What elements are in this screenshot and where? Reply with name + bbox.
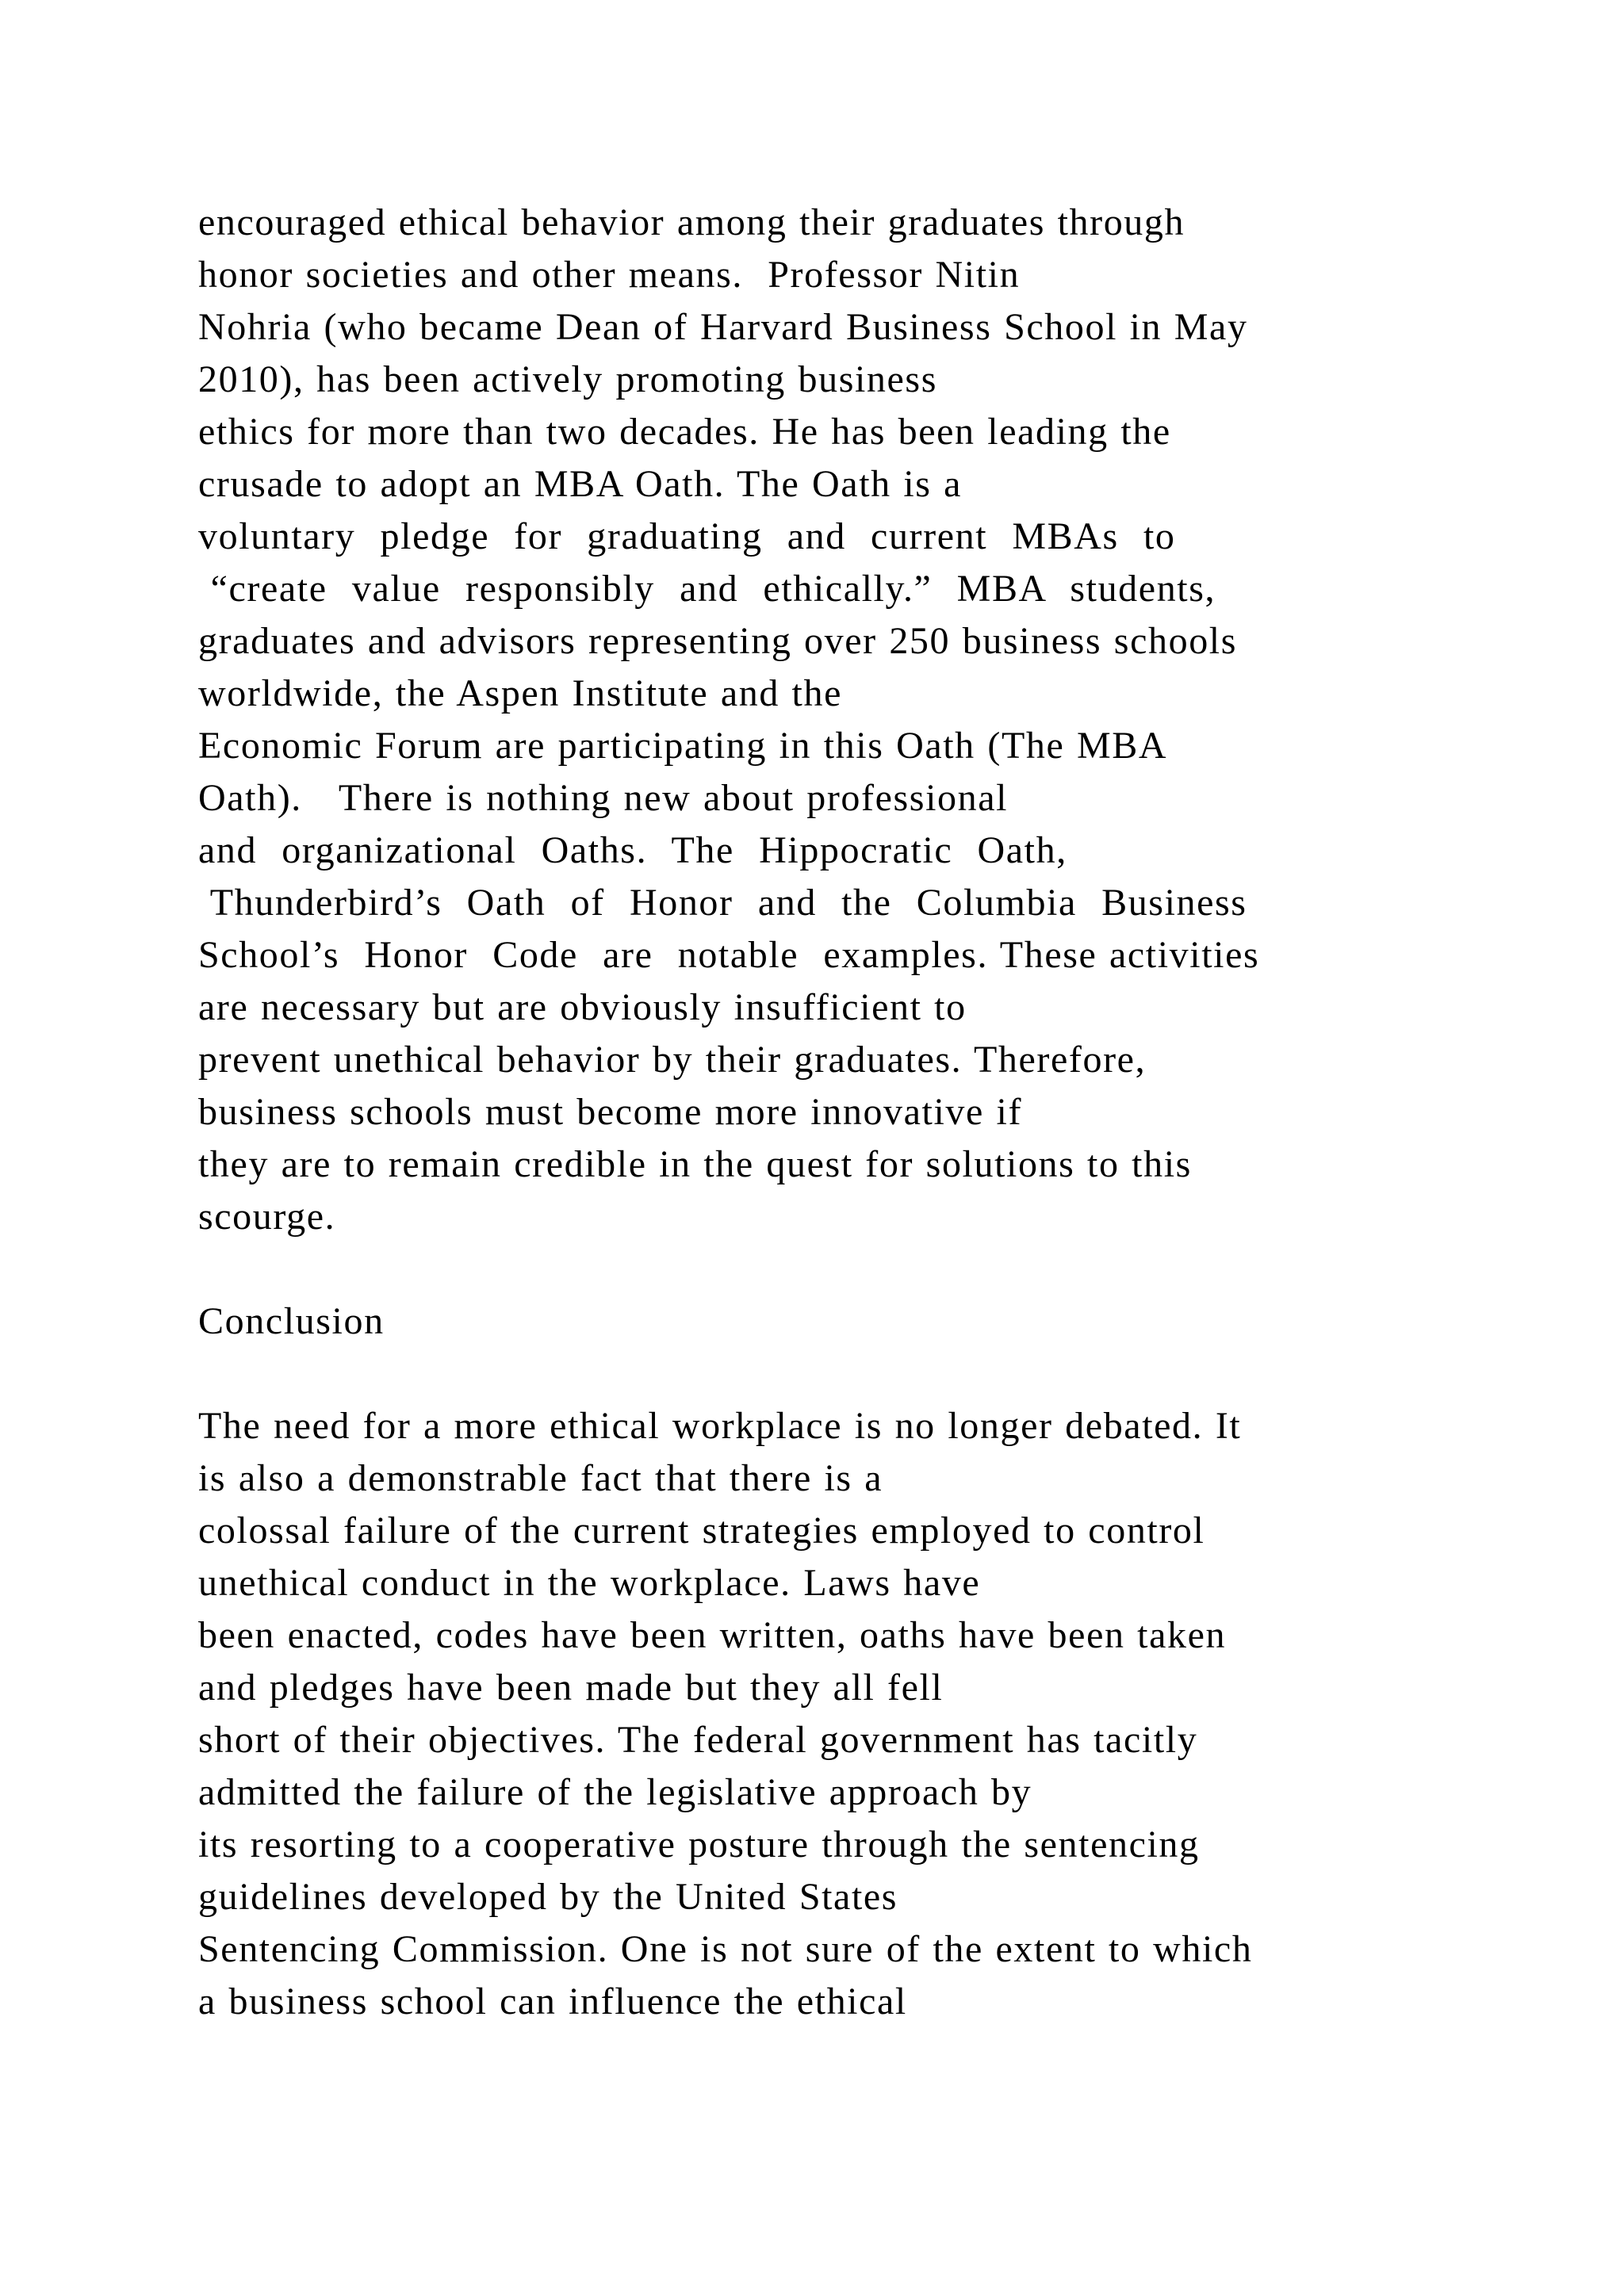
paragraph-1 <box>198 197 1499 1243</box>
text-line: guidelines developed by the United States <box>198 1876 898 1918</box>
text-line: prevent unethical behavior by their graduates. Therefore, <box>198 1039 1147 1081</box>
text-line: worldwide, the Aspen Institute and the <box>198 672 842 714</box>
text-line: scourge. <box>198 1196 336 1238</box>
text-line: business schools must become more innovative if <box>198 1091 1023 1133</box>
section-heading: Conclusion <box>198 1300 385 1342</box>
text-line: Economic Forum are participating in this Oath (The MBA <box>198 725 1168 767</box>
text-line: “create value responsibly and ethically.” MBA students, <box>198 568 1216 610</box>
text-line: unethical conduct in the workplace. Laws have <box>198 1562 981 1604</box>
paragraph-gap <box>198 1348 1499 1400</box>
paragraph-2 <box>198 1400 1499 2028</box>
text-line: crusade to adopt an MBA Oath. The Oath is a <box>198 463 963 505</box>
text-line: colossal failure of the current strategies employed to control <box>198 1510 1205 1552</box>
text-line: admitted the failure of the legislative approach by <box>198 1771 1032 1813</box>
text-line: voluntary pledge for graduating and current MBAs to <box>198 515 1176 557</box>
text-line: its resorting to a cooperative posture through the sentencing <box>198 1823 1200 1866</box>
text-line: Nohria (who became Dean of Harvard Business School in May <box>198 306 1248 348</box>
text-line: honor societies and other means. Professor Nitin <box>198 254 1021 296</box>
text-line: short of their objectives. The federal government has tacitly <box>198 1719 1198 1761</box>
text-line: 2010), has been actively promoting business <box>198 358 937 400</box>
text-line: they are to remain credible in the quest for solutions to this <box>198 1143 1192 1185</box>
text-line: are necessary but are obviously insufficient to <box>198 986 967 1028</box>
document-page <box>198 197 1499 2028</box>
text-line: The need for a more ethical workplace is no longer debated. It <box>198 1405 1242 1447</box>
text-line: is also a demonstrable fact that there is a <box>198 1457 883 1499</box>
text-line: a business school can influence the ethical <box>198 1980 907 2022</box>
text-line: graduates and advisors representing over 250 business schools <box>198 620 1238 662</box>
text-line: Oath). There is nothing new about professional <box>198 777 1009 819</box>
paragraph-gap <box>198 1243 1499 1295</box>
text-line: Sentencing Commission. One is not sure of the extent to which <box>198 1928 1253 1970</box>
text-line: ethics for more than two decades. He has been leading the <box>198 411 1171 453</box>
text-line: School’s Honor Code are notable examples. These activities <box>198 934 1260 976</box>
text-line: Thunderbird’s Oath of Honor and the Columbia Business <box>198 882 1247 924</box>
text-line: encouraged ethical behavior among their graduates through <box>198 201 1185 243</box>
text-line: and pledges have been made but they all fell <box>198 1667 944 1709</box>
text-line: been enacted, codes have been written, oaths have been taken <box>198 1614 1227 1656</box>
text-line: and organizational Oaths. The Hippocratic Oath, <box>198 829 1067 871</box>
